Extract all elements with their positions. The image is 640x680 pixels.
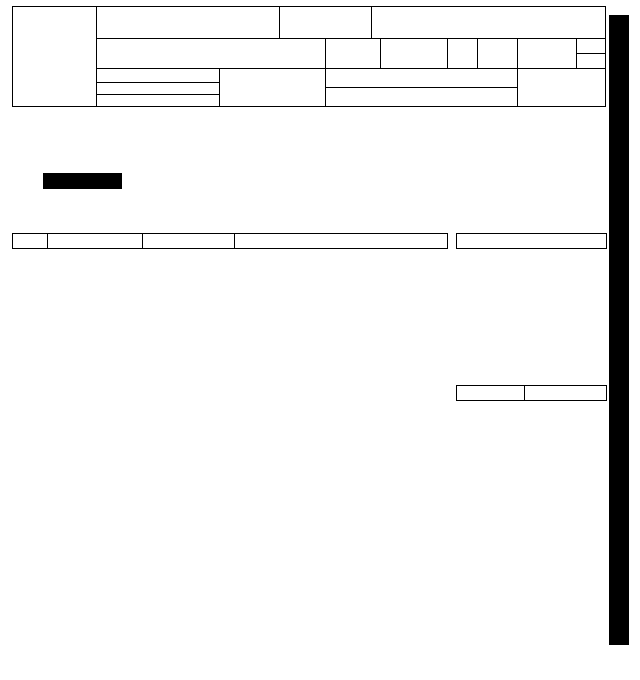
sidebar-text: [609, 15, 629, 25]
side-remarks-table: [456, 233, 607, 249]
inspection-table: [12, 233, 448, 249]
location-badge: [43, 173, 122, 189]
side-remarks-header: [457, 234, 607, 249]
pc-parts-header: [457, 386, 525, 401]
remarks-header: [235, 234, 448, 249]
condition-header: [142, 234, 235, 249]
parts-condition-table: [456, 385, 607, 401]
item-header: [13, 234, 48, 249]
parts-header: [47, 234, 142, 249]
pc-condition-header: [524, 386, 606, 401]
location-sidebar: [609, 15, 629, 645]
